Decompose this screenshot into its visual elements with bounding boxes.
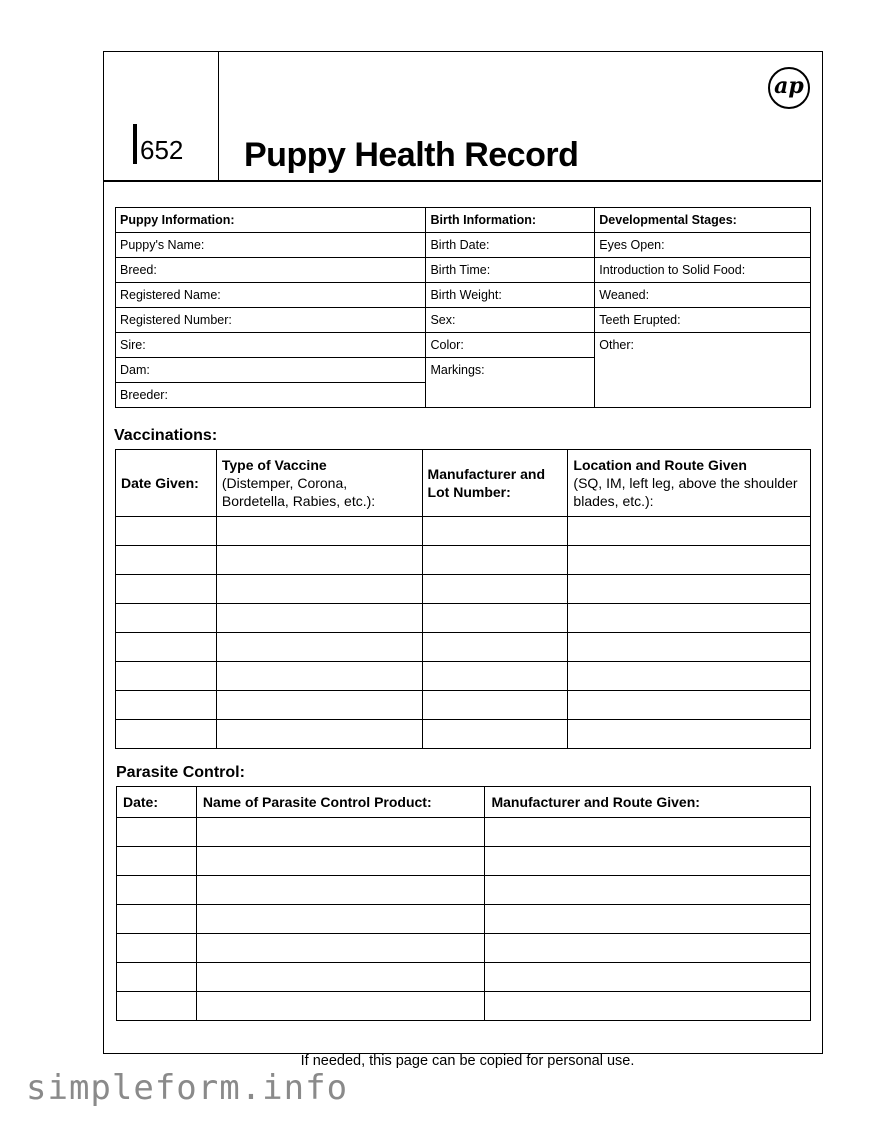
cell[interactable] bbox=[216, 633, 422, 662]
birth-date-field[interactable]: Birth Date: bbox=[426, 233, 595, 258]
cell[interactable] bbox=[117, 847, 197, 876]
info-row bbox=[116, 308, 811, 333]
vaccinations-title: Vaccinations: bbox=[114, 427, 218, 444]
parasite-row bbox=[117, 934, 811, 963]
cell[interactable] bbox=[196, 847, 485, 876]
info-header-row bbox=[116, 208, 811, 233]
vaccine-type-label: Type of Vaccine bbox=[221, 457, 327, 473]
cell[interactable] bbox=[117, 876, 197, 905]
cell[interactable] bbox=[117, 963, 197, 992]
cell[interactable] bbox=[568, 720, 811, 749]
vaccine-type-note: (Distemper, Corona, Bordetella, Rabies, etc.): bbox=[221, 475, 376, 509]
cell[interactable] bbox=[422, 633, 568, 662]
cell[interactable] bbox=[422, 720, 568, 749]
cell[interactable] bbox=[216, 546, 422, 575]
dev-stages-header: Developmental Stages: bbox=[595, 208, 811, 233]
cell[interactable] bbox=[568, 604, 811, 633]
markings-field[interactable]: Markings: bbox=[426, 358, 595, 408]
cell[interactable] bbox=[216, 691, 422, 720]
cell[interactable] bbox=[116, 546, 217, 575]
cell[interactable] bbox=[117, 934, 197, 963]
cell[interactable] bbox=[485, 934, 811, 963]
cell[interactable] bbox=[568, 691, 811, 720]
sire-field[interactable]: Sire: bbox=[116, 333, 426, 358]
watermark: simpleform.info bbox=[26, 1068, 349, 1108]
cell[interactable] bbox=[196, 818, 485, 847]
cell[interactable] bbox=[117, 905, 197, 934]
eyes-open-field[interactable]: Eyes Open: bbox=[595, 233, 811, 258]
breeder-field[interactable]: Breeder: bbox=[116, 383, 426, 408]
info-row bbox=[116, 283, 811, 308]
cell[interactable] bbox=[116, 575, 217, 604]
sex-field[interactable]: Sex: bbox=[426, 308, 595, 333]
dam-field[interactable]: Dam: bbox=[116, 358, 426, 383]
info-row bbox=[116, 333, 811, 358]
date-given-label: Date Given: bbox=[121, 475, 199, 491]
vaccination-row bbox=[116, 691, 811, 720]
location-route-header bbox=[568, 450, 811, 517]
cell[interactable] bbox=[196, 992, 485, 1021]
cell[interactable] bbox=[116, 633, 217, 662]
cell[interactable] bbox=[422, 517, 568, 546]
parasite-product-header: Name of Parasite Control Product: bbox=[196, 787, 485, 818]
footer-note: If needed, this page can be copied for personal use. bbox=[300, 1053, 635, 1069]
cell[interactable] bbox=[216, 575, 422, 604]
vaccinations-table bbox=[115, 449, 811, 749]
parasite-control-table bbox=[116, 786, 811, 1021]
cell[interactable] bbox=[117, 992, 197, 1021]
cell[interactable] bbox=[422, 604, 568, 633]
cell[interactable] bbox=[116, 720, 217, 749]
cell[interactable] bbox=[422, 662, 568, 691]
cell[interactable] bbox=[216, 604, 422, 633]
teeth-erupted-field[interactable]: Teeth Erupted: bbox=[595, 308, 811, 333]
ap-logo: ap bbox=[768, 67, 810, 109]
other-field[interactable]: Other: bbox=[595, 333, 811, 408]
parasite-header-row bbox=[117, 787, 811, 818]
cell[interactable] bbox=[116, 662, 217, 691]
info-row bbox=[116, 258, 811, 283]
color-field[interactable]: Color: bbox=[426, 333, 595, 358]
vaccine-type-header bbox=[216, 450, 422, 517]
registered-name-field[interactable]: Registered Name: bbox=[116, 283, 426, 308]
cell[interactable] bbox=[196, 963, 485, 992]
vaccination-row bbox=[116, 662, 811, 691]
cell[interactable] bbox=[485, 963, 811, 992]
cell[interactable] bbox=[117, 818, 197, 847]
vaccination-row bbox=[116, 604, 811, 633]
puppy-name-field[interactable]: Puppy's Name: bbox=[116, 233, 426, 258]
info-row bbox=[116, 233, 811, 258]
vaccination-row bbox=[116, 546, 811, 575]
puppy-info-table bbox=[115, 207, 811, 408]
cell[interactable] bbox=[568, 546, 811, 575]
weaned-field[interactable]: Weaned: bbox=[595, 283, 811, 308]
vaccination-row bbox=[116, 575, 811, 604]
parasite-row bbox=[117, 876, 811, 905]
cell[interactable] bbox=[216, 517, 422, 546]
cell[interactable] bbox=[568, 633, 811, 662]
parasite-control-title: Parasite Control: bbox=[116, 764, 245, 781]
cell[interactable] bbox=[196, 876, 485, 905]
parasite-row bbox=[117, 818, 811, 847]
parasite-row bbox=[117, 963, 811, 992]
solid-food-field[interactable]: Introduction to Solid Food: bbox=[595, 258, 811, 283]
cell[interactable] bbox=[422, 575, 568, 604]
breed-field[interactable]: Breed: bbox=[116, 258, 426, 283]
form-number-bar bbox=[133, 124, 137, 164]
cell[interactable] bbox=[485, 876, 811, 905]
location-route-note: (SQ, IM, left leg, above the shoulder blades, etc.): bbox=[573, 475, 798, 509]
cell[interactable] bbox=[216, 720, 422, 749]
cell[interactable] bbox=[568, 575, 811, 604]
parasite-row bbox=[117, 992, 811, 1021]
birth-weight-field[interactable]: Birth Weight: bbox=[426, 283, 595, 308]
birth-time-field[interactable]: Birth Time: bbox=[426, 258, 595, 283]
cell[interactable] bbox=[422, 691, 568, 720]
cell[interactable] bbox=[196, 934, 485, 963]
cell[interactable] bbox=[568, 662, 811, 691]
parasite-row bbox=[117, 905, 811, 934]
cell[interactable] bbox=[216, 662, 422, 691]
vaccination-row bbox=[116, 633, 811, 662]
location-route-label: Location and Route Given bbox=[573, 457, 747, 473]
vaccination-row bbox=[116, 720, 811, 749]
parasite-date-header: Date: bbox=[117, 787, 197, 818]
cell[interactable] bbox=[196, 905, 485, 934]
birth-info-header: Birth Information: bbox=[426, 208, 595, 233]
puppy-info-header: Puppy Information: bbox=[116, 208, 426, 233]
date-given-header bbox=[116, 450, 217, 517]
parasite-manufacturer-header: Manufacturer and Route Given: bbox=[485, 787, 811, 818]
cell[interactable] bbox=[485, 847, 811, 876]
header-divider bbox=[218, 51, 219, 181]
cell[interactable] bbox=[116, 517, 217, 546]
header-rule bbox=[103, 180, 821, 182]
form-number bbox=[133, 126, 183, 166]
manufacturer-lot-label: Manufacturer and Lot Number: bbox=[427, 466, 546, 500]
vaccinations-header-row bbox=[116, 450, 811, 517]
registered-number-field[interactable]: Registered Number: bbox=[116, 308, 426, 333]
cell[interactable] bbox=[116, 604, 217, 633]
manufacturer-lot-header bbox=[422, 450, 568, 517]
cell[interactable] bbox=[568, 517, 811, 546]
page-title: Puppy Health Record bbox=[244, 136, 579, 174]
cell[interactable] bbox=[485, 992, 811, 1021]
cell[interactable] bbox=[116, 691, 217, 720]
cell[interactable] bbox=[422, 546, 568, 575]
cell[interactable] bbox=[485, 905, 811, 934]
cell[interactable] bbox=[485, 818, 811, 847]
parasite-row bbox=[117, 847, 811, 876]
vaccination-row bbox=[116, 517, 811, 546]
form-number-text: 652 bbox=[140, 135, 184, 165]
